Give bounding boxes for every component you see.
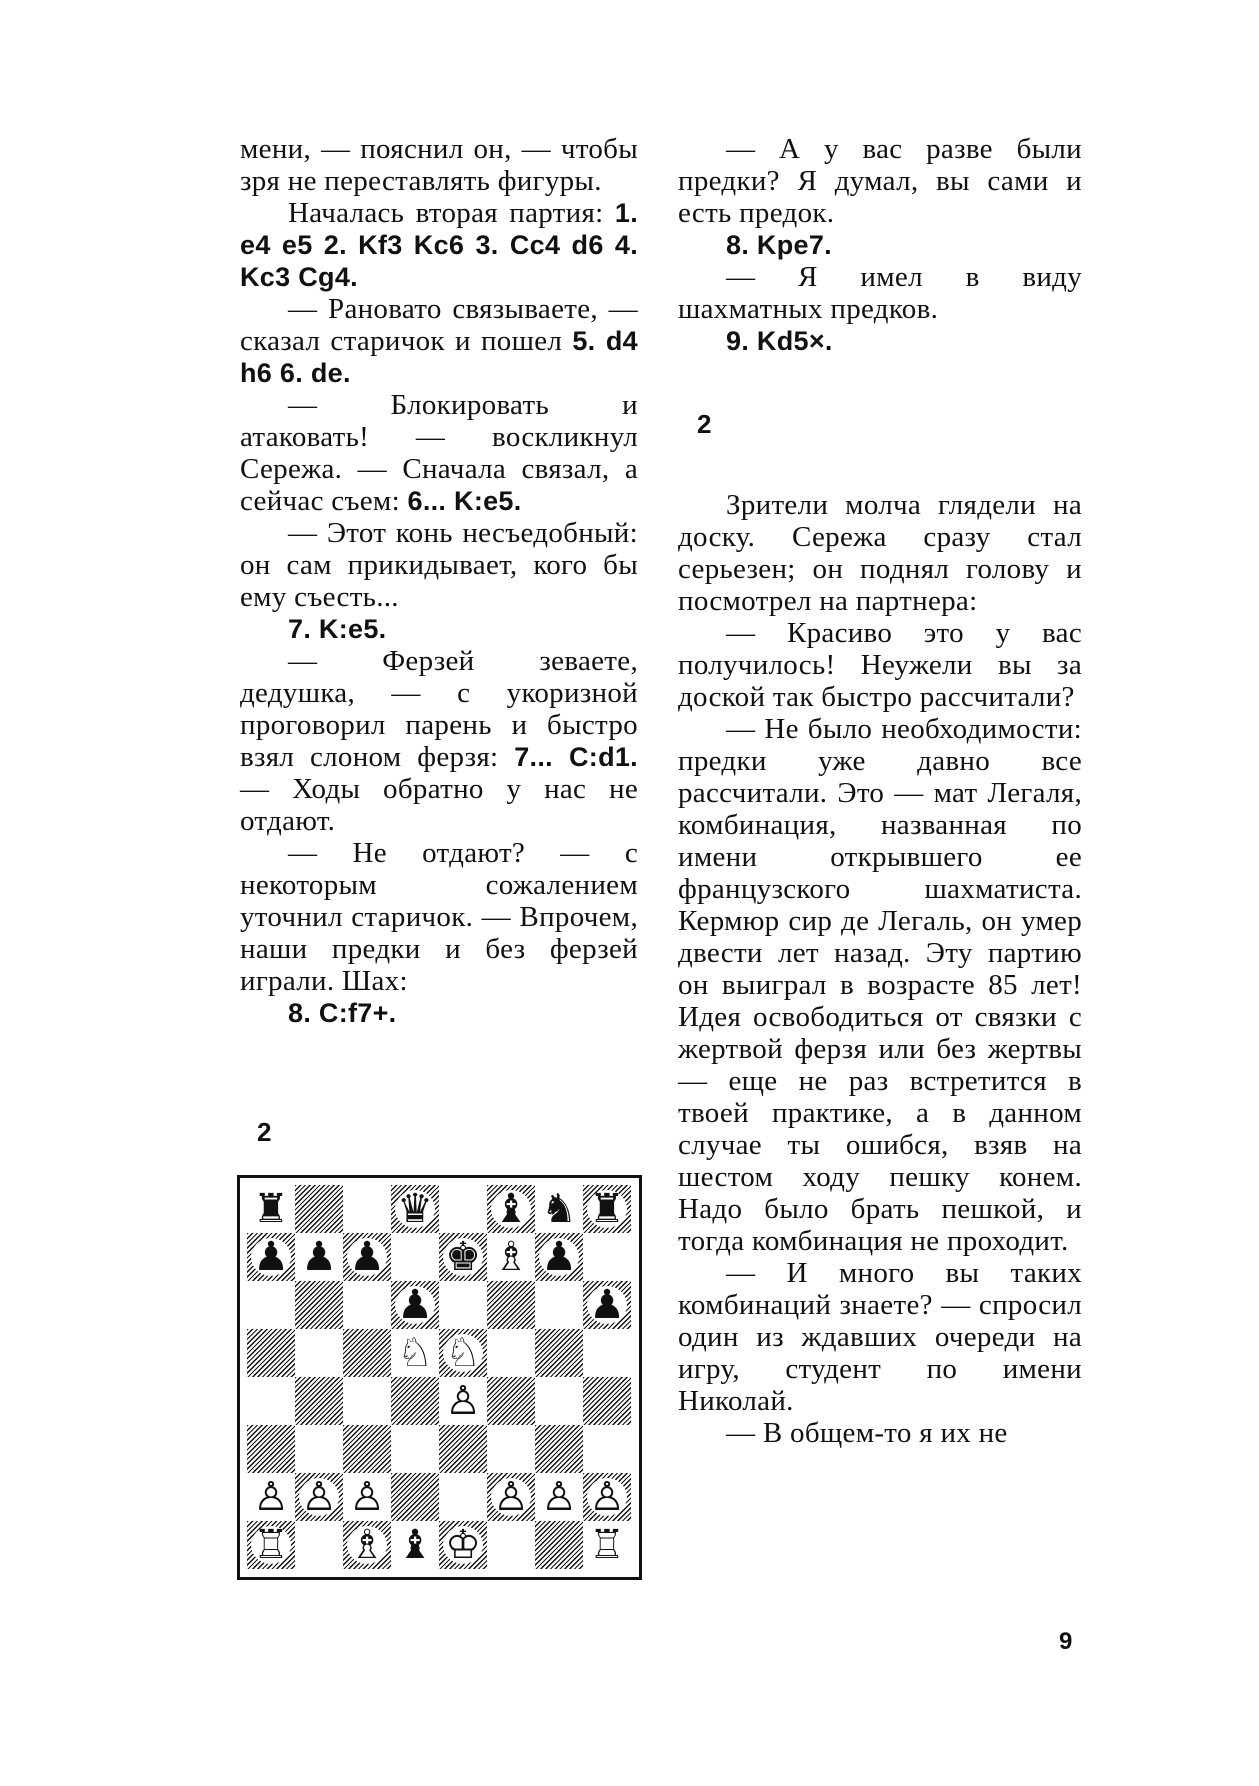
board-square — [439, 1377, 487, 1425]
chess-move-line: 7. K:e5. — [288, 614, 387, 644]
board-square — [535, 1329, 583, 1377]
board-square — [535, 1281, 583, 1329]
chess-piece — [487, 1185, 535, 1233]
chess-piece — [295, 1233, 343, 1281]
chess-piece-glyph: ♟ — [349, 1234, 385, 1280]
board-square — [247, 1185, 295, 1233]
board-square — [487, 1473, 535, 1521]
chess-piece — [583, 1185, 631, 1233]
chess-piece — [583, 1281, 631, 1329]
board-square — [439, 1521, 487, 1569]
chess-piece-glyph: ♟ — [301, 1234, 337, 1280]
paragraph: — Этот конь несъедобный: он сам прикидывает, кого бы ему съесть... — [240, 517, 638, 613]
chess-piece-glyph: ♙ — [253, 1474, 289, 1520]
paragraph: — Я имел в виду шахматных предков. — [678, 261, 1082, 325]
paragraph-text: Началась вторая партия: — [288, 197, 615, 229]
chess-piece-glyph: ♗ — [493, 1234, 529, 1280]
board-square — [583, 1281, 631, 1329]
board-square — [391, 1521, 439, 1569]
right-column — [678, 133, 1082, 1449]
section-gap — [678, 357, 1082, 489]
chess-move-line: 9. Kd5×. — [726, 326, 833, 356]
chess-piece-glyph: ♙ — [493, 1474, 529, 1520]
board-square — [535, 1233, 583, 1281]
board-square — [487, 1185, 535, 1233]
board-square — [247, 1473, 295, 1521]
board-square — [487, 1329, 535, 1377]
chess-piece-glyph: ♙ — [541, 1474, 577, 1520]
paragraph: — В общем-то я их не — [726, 1417, 1008, 1449]
paragraph: — И много вы таких комбинаций знаете? — спросил один из ждавших очереди на игру, студент по имени Николай. — [678, 1257, 1082, 1417]
chess-piece-glyph: ♘ — [397, 1330, 433, 1376]
board-square — [583, 1185, 631, 1233]
chess-piece-glyph: ♜ — [253, 1186, 289, 1232]
chess-piece — [247, 1185, 295, 1233]
chess-piece-glyph: ♟ — [541, 1234, 577, 1280]
chess-piece-glyph: ♙ — [445, 1378, 481, 1424]
board-square — [391, 1281, 439, 1329]
board-square — [439, 1233, 487, 1281]
chess-piece — [535, 1233, 583, 1281]
board-square — [343, 1377, 391, 1425]
chess-piece — [439, 1377, 487, 1425]
page-number: 9 — [1059, 1628, 1073, 1655]
board-square — [583, 1425, 631, 1473]
chess-piece-glyph: ♚ — [445, 1234, 481, 1280]
chess-piece-glyph: ♝ — [493, 1186, 529, 1232]
paragraph: — Красиво это у вас получилось! Неужели вы за доской так быстро рассчитали? — [678, 617, 1082, 713]
board-square — [391, 1377, 439, 1425]
chess-piece-glyph: ♖ — [253, 1522, 289, 1568]
board-square — [247, 1521, 295, 1569]
board-square — [247, 1281, 295, 1329]
board-square — [343, 1425, 391, 1473]
chess-move-line: 8. Kpe7. — [726, 230, 832, 260]
board-square — [343, 1233, 391, 1281]
board-square — [247, 1377, 295, 1425]
chess-piece — [535, 1185, 583, 1233]
board-square — [295, 1329, 343, 1377]
chess-piece-glyph: ♔ — [445, 1522, 481, 1568]
board-square — [295, 1473, 343, 1521]
chess-piece — [391, 1521, 439, 1569]
board-square — [583, 1329, 631, 1377]
chess-piece — [583, 1521, 631, 1569]
chess-piece-glyph: ♙ — [349, 1474, 385, 1520]
board-square — [439, 1425, 487, 1473]
chess-moves: 5. d4 h6 6. de. — [240, 326, 638, 388]
paragraph: — А у вас разве были предки? Я думал, вы сами и есть предок. — [678, 133, 1082, 229]
board-square — [343, 1521, 391, 1569]
board-square — [391, 1473, 439, 1521]
paragraph-text: — Ферзей зеваете, дедушка, — с укоризной проговорил парень и быстро взял слоном ферзя: — [240, 645, 638, 773]
board-square — [295, 1425, 343, 1473]
board-square — [391, 1329, 439, 1377]
board-square — [343, 1281, 391, 1329]
chess-piece — [247, 1521, 295, 1569]
board-square — [247, 1329, 295, 1377]
board-square — [343, 1473, 391, 1521]
board-square — [535, 1425, 583, 1473]
paragraph — [240, 293, 638, 389]
board-square — [535, 1377, 583, 1425]
board-square — [295, 1185, 343, 1233]
board-square — [439, 1185, 487, 1233]
chess-piece-glyph: ♙ — [301, 1474, 337, 1520]
board-square — [487, 1233, 535, 1281]
chess-piece-glyph: ♟ — [397, 1282, 433, 1328]
chess-moves: 6... K:e5. — [407, 486, 522, 516]
board-square — [343, 1185, 391, 1233]
board-square — [439, 1473, 487, 1521]
paragraph: Зрители молча глядели на доску. Сережа сразу стал серьезен; он поднял голову и посмотрел на партнера: — [678, 489, 1082, 617]
chess-piece-glyph: ♜ — [589, 1186, 625, 1232]
paragraph-text: — Блокировать и атаковать! — воскликнул Сережа. — Сначала связал, а сейчас съем: — [240, 389, 638, 517]
chess-piece — [487, 1233, 535, 1281]
board-square — [487, 1281, 535, 1329]
board-square — [247, 1233, 295, 1281]
board-square — [583, 1521, 631, 1569]
chess-piece — [583, 1473, 631, 1521]
left-column — [240, 133, 638, 1029]
board-square — [391, 1425, 439, 1473]
board-square — [583, 1233, 631, 1281]
board-square — [295, 1233, 343, 1281]
board-square — [535, 1521, 583, 1569]
chess-piece — [535, 1473, 583, 1521]
chess-piece — [487, 1473, 535, 1521]
chess-piece-glyph: ♖ — [589, 1522, 625, 1568]
board-square — [535, 1185, 583, 1233]
board-square — [343, 1329, 391, 1377]
paragraph: мени, — пояснил он, — чтобы зря не переставлять фигуры. — [240, 133, 638, 197]
chess-piece — [439, 1233, 487, 1281]
chess-piece — [439, 1521, 487, 1569]
chess-moves: 7... C:d1. — [514, 742, 638, 772]
chess-piece-glyph: ♟ — [253, 1234, 289, 1280]
board-square — [487, 1425, 535, 1473]
chess-board-grid — [247, 1185, 631, 1569]
paragraph — [240, 389, 638, 517]
chess-piece — [247, 1473, 295, 1521]
board-square — [295, 1281, 343, 1329]
section-number: 2 — [697, 409, 712, 439]
paragraph-text: — Ходы обратно у нас не отдают. — [240, 773, 638, 837]
chess-moves: 1. e4 e5 2. Kf3 Kc6 3. Cc4 d6 4. Kc3 Cg4. — [240, 198, 638, 292]
paragraph: — Не было необходимости: предки уже давно все рассчитали. Это — мат Легаля, комбинация, названная по имени открывшего ее французского шахматиста. Кермюр сир де Легаль, он умер двести лет назад. Эту партию он выиграл в возрасте 85 лет! Идея освободиться от связки с жертвой ферзя или без жертвы — еще не раз встретится в твоей практике, а в данном случае ты ошибся, взяв на шестом ходу пешку конем. Надо было брать пешкой, и тогда комбинация не проходит. — [678, 713, 1082, 1257]
board-square — [535, 1473, 583, 1521]
chess-move-line: 8. C:f7+. — [288, 998, 397, 1028]
chess-piece-glyph: ♘ — [445, 1330, 481, 1376]
board-square — [583, 1473, 631, 1521]
board-square — [487, 1521, 535, 1569]
chess-piece-glyph: ♗ — [349, 1522, 385, 1568]
chess-piece — [247, 1233, 295, 1281]
chess-piece-glyph: ♝ — [397, 1522, 433, 1568]
board-square — [439, 1329, 487, 1377]
chess-piece — [391, 1185, 439, 1233]
chess-piece-glyph: ♟ — [589, 1282, 625, 1328]
board-square — [487, 1377, 535, 1425]
chess-piece-glyph: ♙ — [589, 1474, 625, 1520]
paragraph — [240, 645, 638, 837]
board-square — [583, 1377, 631, 1425]
diagram-number: 2 — [257, 1117, 272, 1147]
board-square — [295, 1521, 343, 1569]
board-square — [391, 1185, 439, 1233]
chess-piece — [439, 1329, 487, 1377]
chess-piece — [391, 1329, 439, 1377]
chess-piece — [295, 1473, 343, 1521]
chess-piece-glyph: ♞ — [541, 1186, 577, 1232]
chess-diagram — [237, 1175, 642, 1580]
board-square — [247, 1425, 295, 1473]
paragraph-text: — Рановато связываете, — сказал старичок и пошел — [240, 293, 638, 357]
board-square — [391, 1233, 439, 1281]
paragraph: — Не отдают? — с некоторым сожалением уточнил старичок. — Впрочем, наши предки и без ферзей играли. Шах: — [240, 837, 638, 997]
chess-piece — [391, 1281, 439, 1329]
chess-piece — [343, 1233, 391, 1281]
chess-piece — [343, 1473, 391, 1521]
chess-piece-glyph: ♛ — [397, 1186, 433, 1232]
paragraph — [240, 197, 638, 293]
board-square — [295, 1377, 343, 1425]
board-square — [439, 1281, 487, 1329]
chess-piece — [343, 1521, 391, 1569]
